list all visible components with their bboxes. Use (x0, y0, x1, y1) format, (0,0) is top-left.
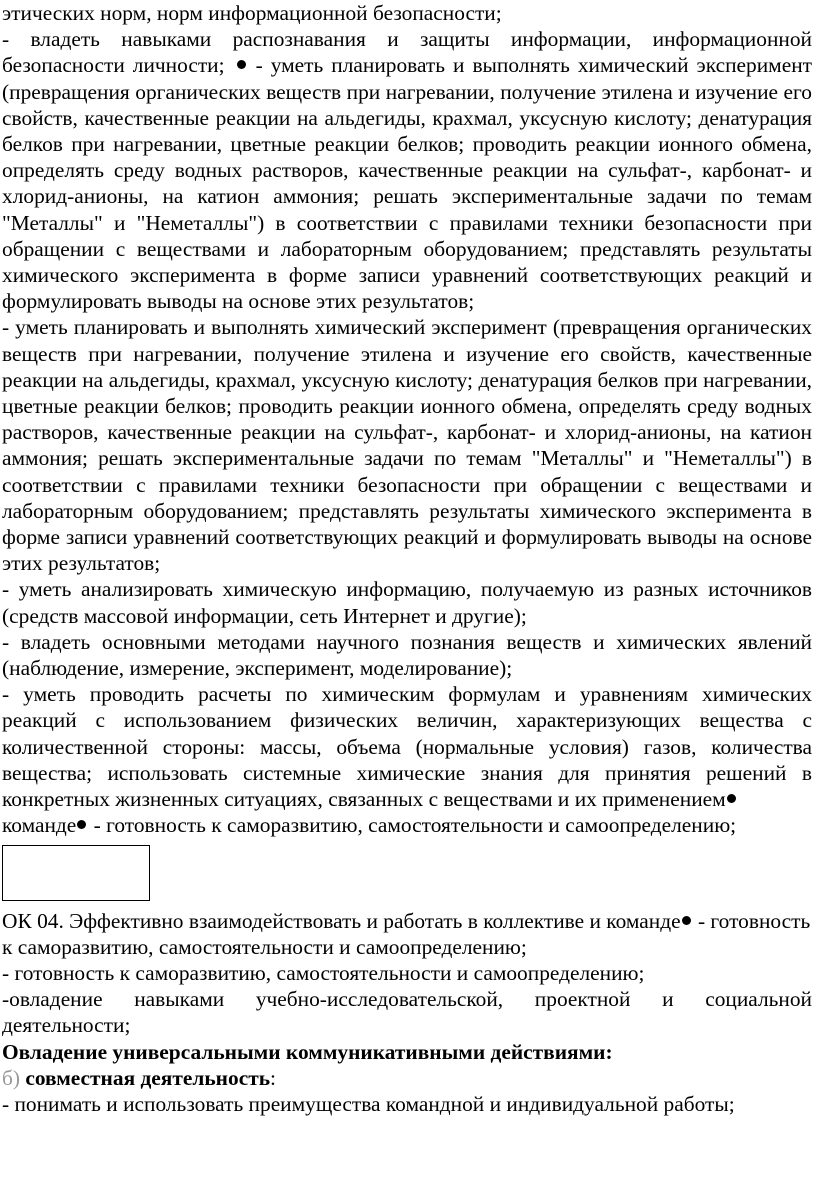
empty-cell-box (2, 845, 150, 901)
subsection-colon: : (270, 1065, 276, 1090)
document-page (2, 0, 812, 1117)
subsection-name: совместная деятельность (25, 1065, 271, 1090)
bullet-icon (682, 916, 691, 925)
paragraph-info-security (2, 26, 812, 314)
paragraph-text: - готовность к саморазвитию, самостоятельности и самоопределению; (88, 813, 737, 838)
paragraph-text: - владеть навыками распознавания и защиты информации, информационной безопасности личности; (2, 27, 812, 78)
paragraph-text: команде (2, 813, 77, 838)
paragraph-ok04 (2, 908, 812, 960)
paragraph-text: - уметь проводить расчеты по химическим формулам и уравнениям химических реакций с использованием физических величин, характеризующих вещества с количественной стороны: массы, объема (нормальные условия) газов, количества вещества; использовать системные химические знания для принятия решений в конкретных жизненных ситуациях, связанных с веществами и их применением (2, 682, 812, 812)
paragraph-text: ОК 04. Эффективно взаимодействовать и работать в коллективе и команде (2, 908, 681, 933)
section-heading: Овладение универсальными коммуникативными действиями: (2, 1039, 613, 1064)
bullet-icon (237, 60, 246, 69)
bullet-icon (77, 820, 86, 829)
paragraph-methods: - владеть основными методами научного познания веществ и химических явлений (наблюдение, измерение, эксперимент, моделирование); (2, 629, 812, 681)
paragraph-research-skills: -овладение навыками учебно-исследовательской, проектной и социальной деятельности; (2, 987, 812, 1038)
paragraph-teamwork: - понимать и использовать преимущества командной и индивидуальной работы; (2, 1091, 735, 1116)
paragraph-text: - готовность к саморазвитию, самостоятельности и самоопределению; (2, 908, 811, 959)
paragraph-ethics: этических норм, норм информационной безопасности; (2, 1, 502, 25)
paragraph-experiment: - уметь планировать и выполнять химический эксперимент (превращения органических веществ при нагревании, получение этилена и изучение его свойств, качественные реакции на альдегиды, крахмал, уксусную кислоту; денатурация белков при нагревании, цветные реакции белков; проводить реакции ионного обмена, определять среду водных растворов, качественные реакции на сульфат-, карбонат- и хлорид-анионы, на катион аммония; решать экспериментальные задачи по темам "Металлы" и "Неметаллы") в соответствии с правилами техники безопасности при обращении с веществами и лабораторным оборудованием; представлять результаты химического эксперимента в форме записи уравнений соответствующих реакций и формулировать выводы на основе этих результатов; (2, 315, 812, 576)
paragraph-text: - уметь планировать и выполнять химический эксперимент (превращения органических веществ при нагревании, получение этилена и изучение его свойств, качественные реакции на альдегиды, крахмал, уксусную кислоту; денатурация белков при нагревании, цветные реакции белков; проводить реакции ионного обмена, определять среду водных растворов, качественные реакции на сульфат-, карбонат- и хлорид-анионы, на катион аммония; решать экспериментальные задачи по темам "Металлы" и "Неметаллы") в соответствии с правилами техники безопасности при обращении с веществами и лабораторным оборудованием; представлять результаты химического эксперимента в форме записи уравнений соответствующих реакций и формулировать выводы на основе этих результатов; (2, 53, 812, 314)
subsection-letter: б) (2, 1065, 21, 1090)
paragraph-analyze: - уметь анализировать химическую информацию, получаемую из разных источников (средств массовой информации, сеть Интернет и другие); (2, 577, 812, 628)
subsection-title (2, 1065, 812, 1091)
paragraph-readiness: - готовность к саморазвитию, самостоятельности и самоопределению; (2, 960, 645, 985)
paragraph-calculations (2, 681, 812, 812)
paragraph-team (2, 812, 812, 838)
bullet-icon (727, 794, 736, 803)
